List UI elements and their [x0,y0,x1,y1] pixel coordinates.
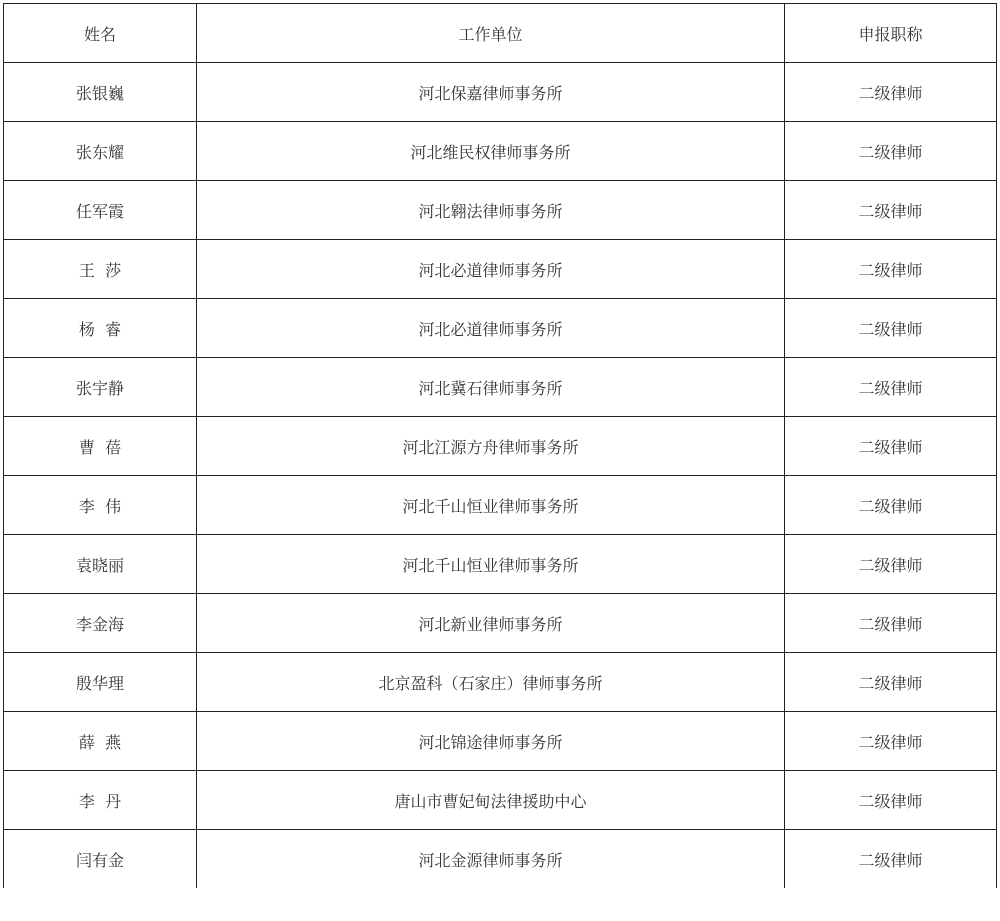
table-row [4,240,997,299]
cell-name: 李 伟 [4,476,197,535]
cell-name: 张东耀 [4,122,197,181]
cell-unit: 河北必道律师事务所 [197,240,785,299]
cell-unit: 河北千山恒业律师事务所 [197,535,785,594]
cell-title: 二级律师 [785,63,997,122]
cell-name: 闫有金 [4,830,197,889]
cell-unit: 河北必道律师事务所 [197,299,785,358]
cell-name: 殷华理 [4,653,197,712]
applicant-table [3,3,997,888]
table-row [4,476,997,535]
cell-unit: 河北金源律师事务所 [197,830,785,889]
table-row [4,299,997,358]
cell-title: 二级律师 [785,594,997,653]
cell-title: 二级律师 [785,535,997,594]
cell-title: 二级律师 [785,122,997,181]
table-row [4,712,997,771]
cell-unit: 北京盈科（石家庄）律师事务所 [197,653,785,712]
cell-unit: 河北新业律师事务所 [197,594,785,653]
cell-unit: 河北江源方舟律师事务所 [197,417,785,476]
cell-name: 袁晓丽 [4,535,197,594]
cell-name: 张宇静 [4,358,197,417]
table-header-row [4,4,997,63]
cell-title: 二级律师 [785,476,997,535]
header-title: 申报职称 [785,4,997,63]
cell-unit: 河北千山恒业律师事务所 [197,476,785,535]
header-name: 姓名 [4,4,197,63]
cell-title: 二级律师 [785,358,997,417]
table-row [4,417,997,476]
cell-title: 二级律师 [785,181,997,240]
cell-title: 二级律师 [785,653,997,712]
cell-title: 二级律师 [785,830,997,889]
cell-unit: 唐山市曹妃甸法律援助中心 [197,771,785,830]
cell-name: 李金海 [4,594,197,653]
table-row [4,653,997,712]
cell-name: 王 莎 [4,240,197,299]
table-row [4,830,997,889]
table-row [4,535,997,594]
cell-unit: 河北冀石律师事务所 [197,358,785,417]
cell-unit: 河北锦途律师事务所 [197,712,785,771]
cell-title: 二级律师 [785,712,997,771]
cell-title: 二级律师 [785,240,997,299]
cell-name: 杨 睿 [4,299,197,358]
table-row [4,122,997,181]
applicant-table-container [3,3,996,888]
table-row [4,771,997,830]
cell-name: 李 丹 [4,771,197,830]
table-row [4,358,997,417]
cell-title: 二级律师 [785,299,997,358]
table-row [4,594,997,653]
cell-title: 二级律师 [785,771,997,830]
cell-name: 薛 燕 [4,712,197,771]
cell-title: 二级律师 [785,417,997,476]
table-row [4,63,997,122]
cell-name: 曹 蓓 [4,417,197,476]
cell-unit: 河北保嘉律师事务所 [197,63,785,122]
cell-unit: 河北翱法律师事务所 [197,181,785,240]
table-body [4,63,997,889]
cell-name: 任军霞 [4,181,197,240]
cell-name: 张银巍 [4,63,197,122]
table-row [4,181,997,240]
header-unit: 工作单位 [197,4,785,63]
cell-unit: 河北维民权律师事务所 [197,122,785,181]
